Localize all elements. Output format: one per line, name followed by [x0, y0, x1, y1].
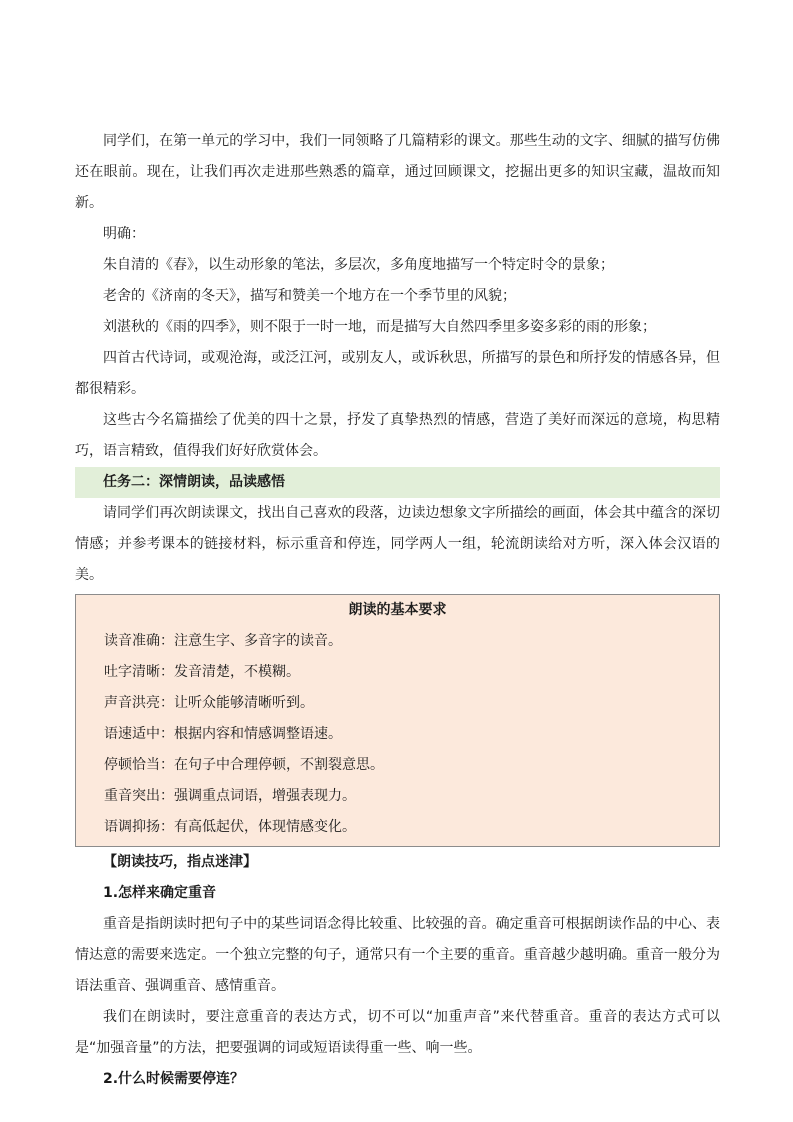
stress-paragraph-2: 我们在朗读时，要注意重音的表达方式，切不可以“加重声音”来代替重音。重音的表达方式可以是“加强音量”的方法，把要强调的词或短语读得重一些、响一些。	[75, 1009, 720, 1056]
box-item: 停顿恰当：在句子中合理停顿，不割裂意思。	[104, 757, 384, 773]
box-item: 声音洪亮：让听众能够清晰听到。	[104, 695, 314, 711]
clarify-item-rain: 刘湛秋的《雨的四季》，则不限于一时一地，而是描写大自然四季里多姿多彩的雨的形象；	[103, 319, 656, 335]
task2-paragraph: 请同学们再次朗读课文，找出自己喜欢的段落，边读边想象文字所描绘的画面，体会其中蕴含的深切情感；并参考课本的链接材料，标示重音和停连，同学两人一组，轮流朗读给对方听，深入体会汉语的美。	[75, 505, 720, 583]
clarify-item-jinan: 老舍的《济南的冬天》，描写和赞美一个地方在一个季节里的风貌；	[103, 288, 516, 304]
task2-heading: 任务二：深情朗读，品读感悟	[75, 467, 720, 498]
box-item: 重音突出：强调重点词语，增强表现力。	[104, 788, 356, 804]
clarify-item-poems: 四首古代诗词，或观沧海，或泛江河，或别友人，或诉秋思，所描写的景色和所抒发的情感各异，但都很精彩。	[75, 350, 720, 397]
tips-heading: 【朗读技巧，指点迷津】	[103, 854, 257, 870]
box-item: 读音准确：注意生字、多音字的读音。	[104, 633, 342, 649]
reading-requirements-box	[75, 594, 720, 847]
pause-heading: 2.什么时候需要停连？	[103, 1071, 245, 1087]
clarify-label: 明确：	[103, 226, 145, 242]
clarify-item-chun: 朱自清的《春》，以生动形象的笔法，多层次，多角度地描写一个特定时令的景象；	[103, 257, 614, 273]
box-item: 吐字清晰：发音清楚，不模糊。	[104, 664, 300, 680]
summary-paragraph: 这些古今名篇描绘了优美的四十之景，抒发了真挚热烈的情感，营造了美好而深远的意境，构思精巧，语言精致，值得我们好好欣赏体会。	[75, 412, 720, 459]
box-item: 语调抑扬：有高低起伏，体现情感变化。	[104, 819, 356, 835]
stress-paragraph-1: 重音是指朗读时把句子中的某些词语念得比较重、比较强的音。确定重音可根据朗读作品的中心、表情达意的需要来选定。一个独立完整的句子，通常只有一个主要的重音。重音越少越明确。重音一般分为语法重音、强调重音、感情重音。	[75, 916, 720, 994]
stress-heading: 1.怎样来确定重音	[103, 885, 217, 901]
document-content	[75, 126, 720, 1095]
box-title: 朗读的基本要求	[348, 602, 447, 618]
box-item: 语速适中：根据内容和情感调整语速。	[104, 726, 342, 742]
intro-paragraph: 同学们，在第一单元的学习中，我们一同领略了几篇精彩的课文。那些生动的文字、细腻的描写仿佛还在眼前。现在，让我们再次走进那些熟悉的篇章，通过回顾课文，挖掘出更多的知识宝藏，温故而知新。	[75, 133, 720, 211]
